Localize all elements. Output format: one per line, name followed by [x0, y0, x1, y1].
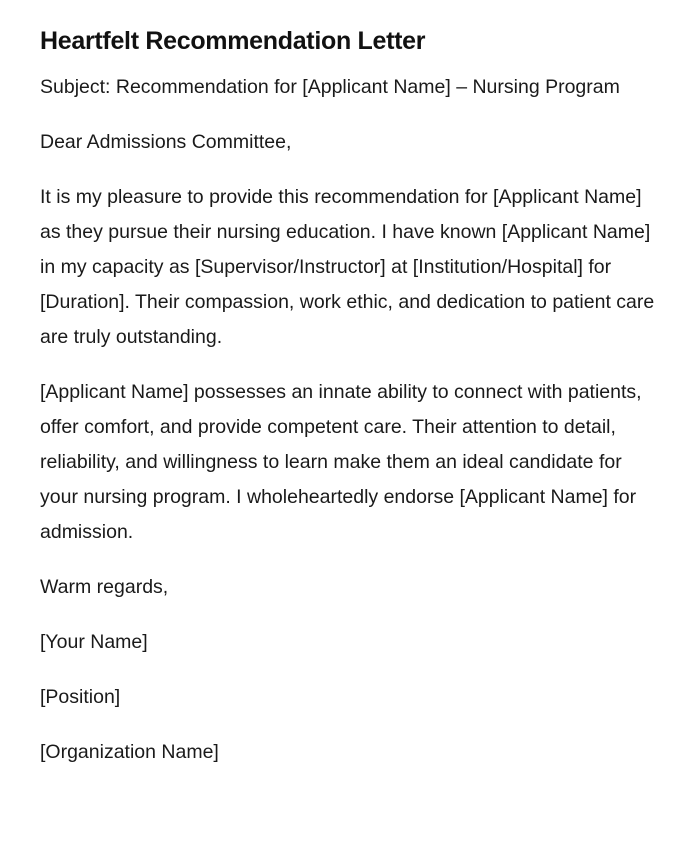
signature-position: [Position] — [40, 686, 121, 708]
salutation: Dear Admissions Committee, — [40, 131, 292, 153]
body-paragraph-2: [Applicant Name] possesses an innate ability to connect with patients, offer comfort, and provide competent care. Their attention to detail, reliability, and willingness to learn make them an ideal candidate for your nursing program. I wholeheartedly endorse [Applicant Name] for admission. — [40, 381, 642, 543]
document-title: Heartfelt Recommendation Letter — [40, 27, 426, 55]
body-paragraph-1: It is my pleasure to provide this recommendation for [Applicant Name] as they pursue their nursing education. I have known [Applicant Name] in my capacity as [Supervisor/Instructor] at [Institution/Hospital] for [Duration]. Their compassion, work ethic, and dedication to patient care are truly outstanding. — [40, 186, 655, 348]
signature-organization: [Organization Name] — [40, 741, 219, 763]
closing: Warm regards, — [40, 576, 169, 598]
subject-line: Subject: Recommendation for [Applicant Name] – Nursing Program — [40, 76, 620, 98]
signature-name: [Your Name] — [40, 631, 148, 653]
